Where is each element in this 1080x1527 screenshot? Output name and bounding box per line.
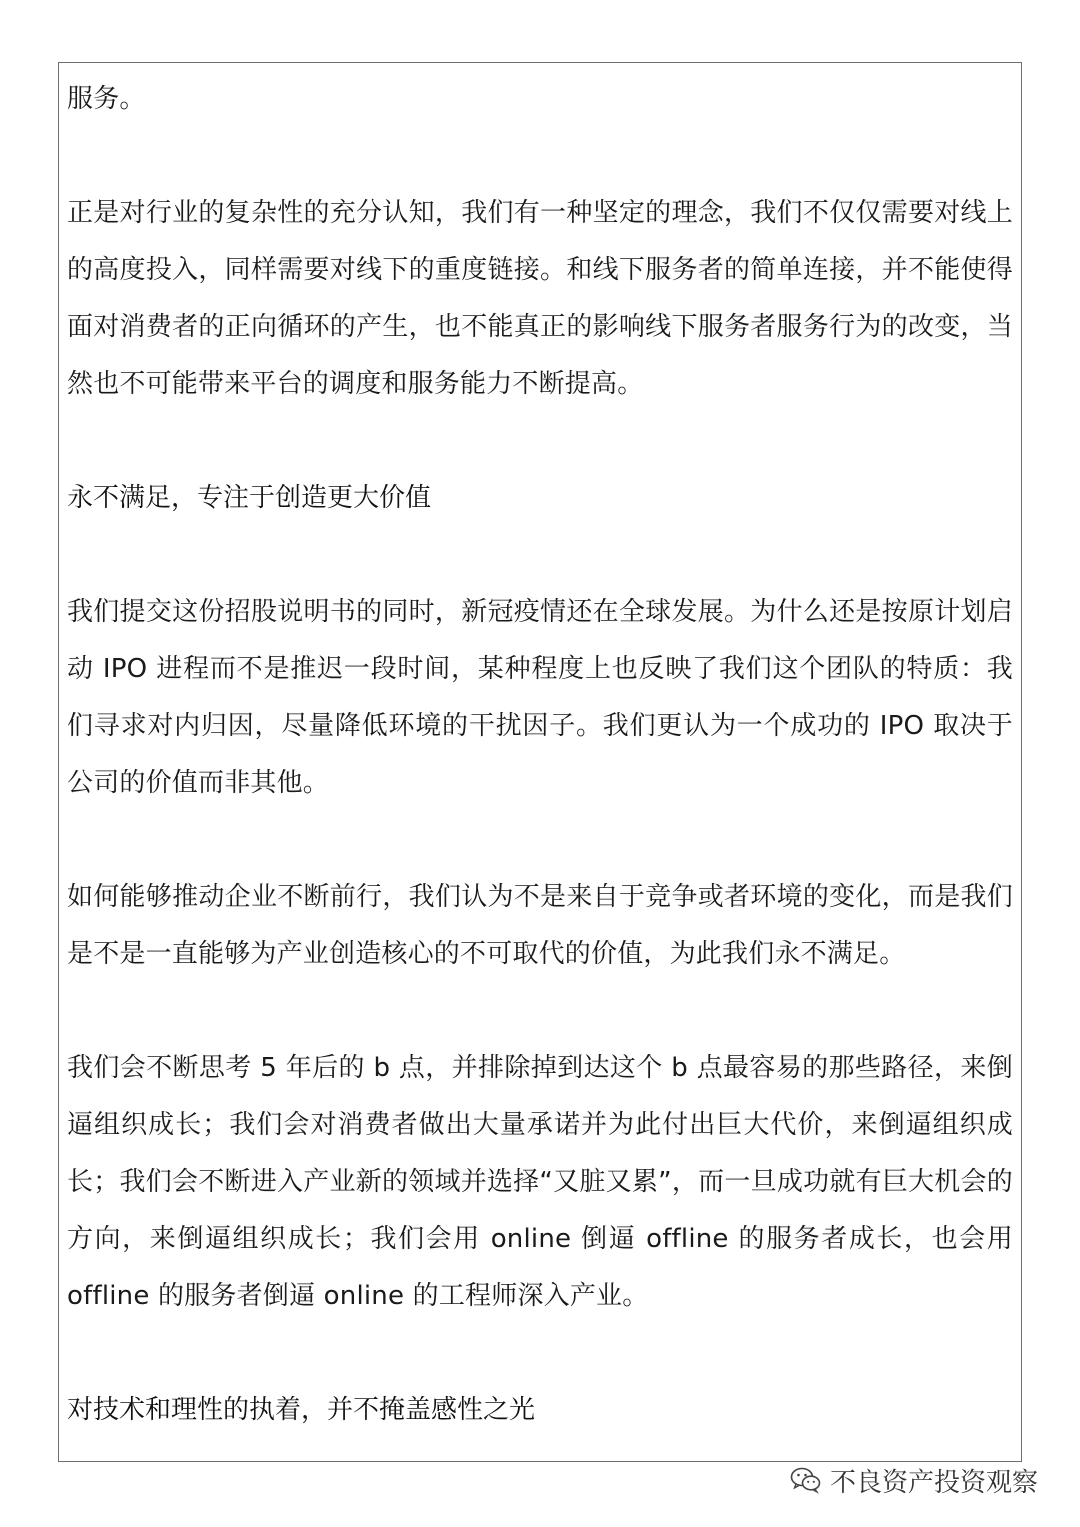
document-frame — [58, 62, 1022, 1462]
watermark — [790, 1460, 1038, 1500]
paragraph: 正是对行业的复杂性的充分认知，我们有一种坚定的理念，我们不仅仅需要对线上的高度投入，同样需要对线下的重度链接。和线下服务者的简单连接，并不能使得面对消费者的正向循环的产生，也不能真正的影响线下服务者服务行为的改变，当然也不可能带来平台的调度和服务能力不断提高。 — [67, 198, 1013, 399]
paragraph: 服务。 — [67, 84, 146, 114]
section-heading: 对技术和理性的执着，并不掩盖感性之光 — [67, 1395, 536, 1425]
document-content — [67, 71, 1013, 1439]
paragraph: 如何能够推动企业不断前行，我们认为不是来自于竞争或者环境的变化，而是我们是不是一直能够为产业创造核心的不可取代的价值，为此我们永不满足。 — [67, 882, 1013, 969]
watermark-text: 不良资产投资观察 — [830, 1467, 1039, 1498]
section-heading: 永不满足，专注于创造更大价值 — [67, 483, 432, 513]
wechat-icon — [790, 1466, 822, 1494]
paragraph: 我们会不断思考 5 年后的 b 点，并排除掉到达这个 b 点最容易的那些路径，来倒逼组织成长；我们会对消费者做出大量承诺并为此付出巨大代价，来倒逼组织成长；我们会不断进入产业新的领域并选择“又脏又累”，而一旦成功就有巨大机会的方向，来倒逼组织成长；我们会用 online 倒逼 offline 的服务者成长，也会用 offline 的服务者倒逼 online 的工程师深入产业。 — [67, 1053, 1013, 1311]
paragraph: 我们提交这份招股说明书的同时，新冠疫情还在全球发展。为什么还是按原计划启动 IPO 进程而不是推迟一段时间，某种程度上也反映了我们这个团队的特质：我们寻求对内归因，尽量降低环境的干扰因子。我们更认为一个成功的 IPO 取决于公司的价值而非其他。 — [67, 597, 1013, 798]
